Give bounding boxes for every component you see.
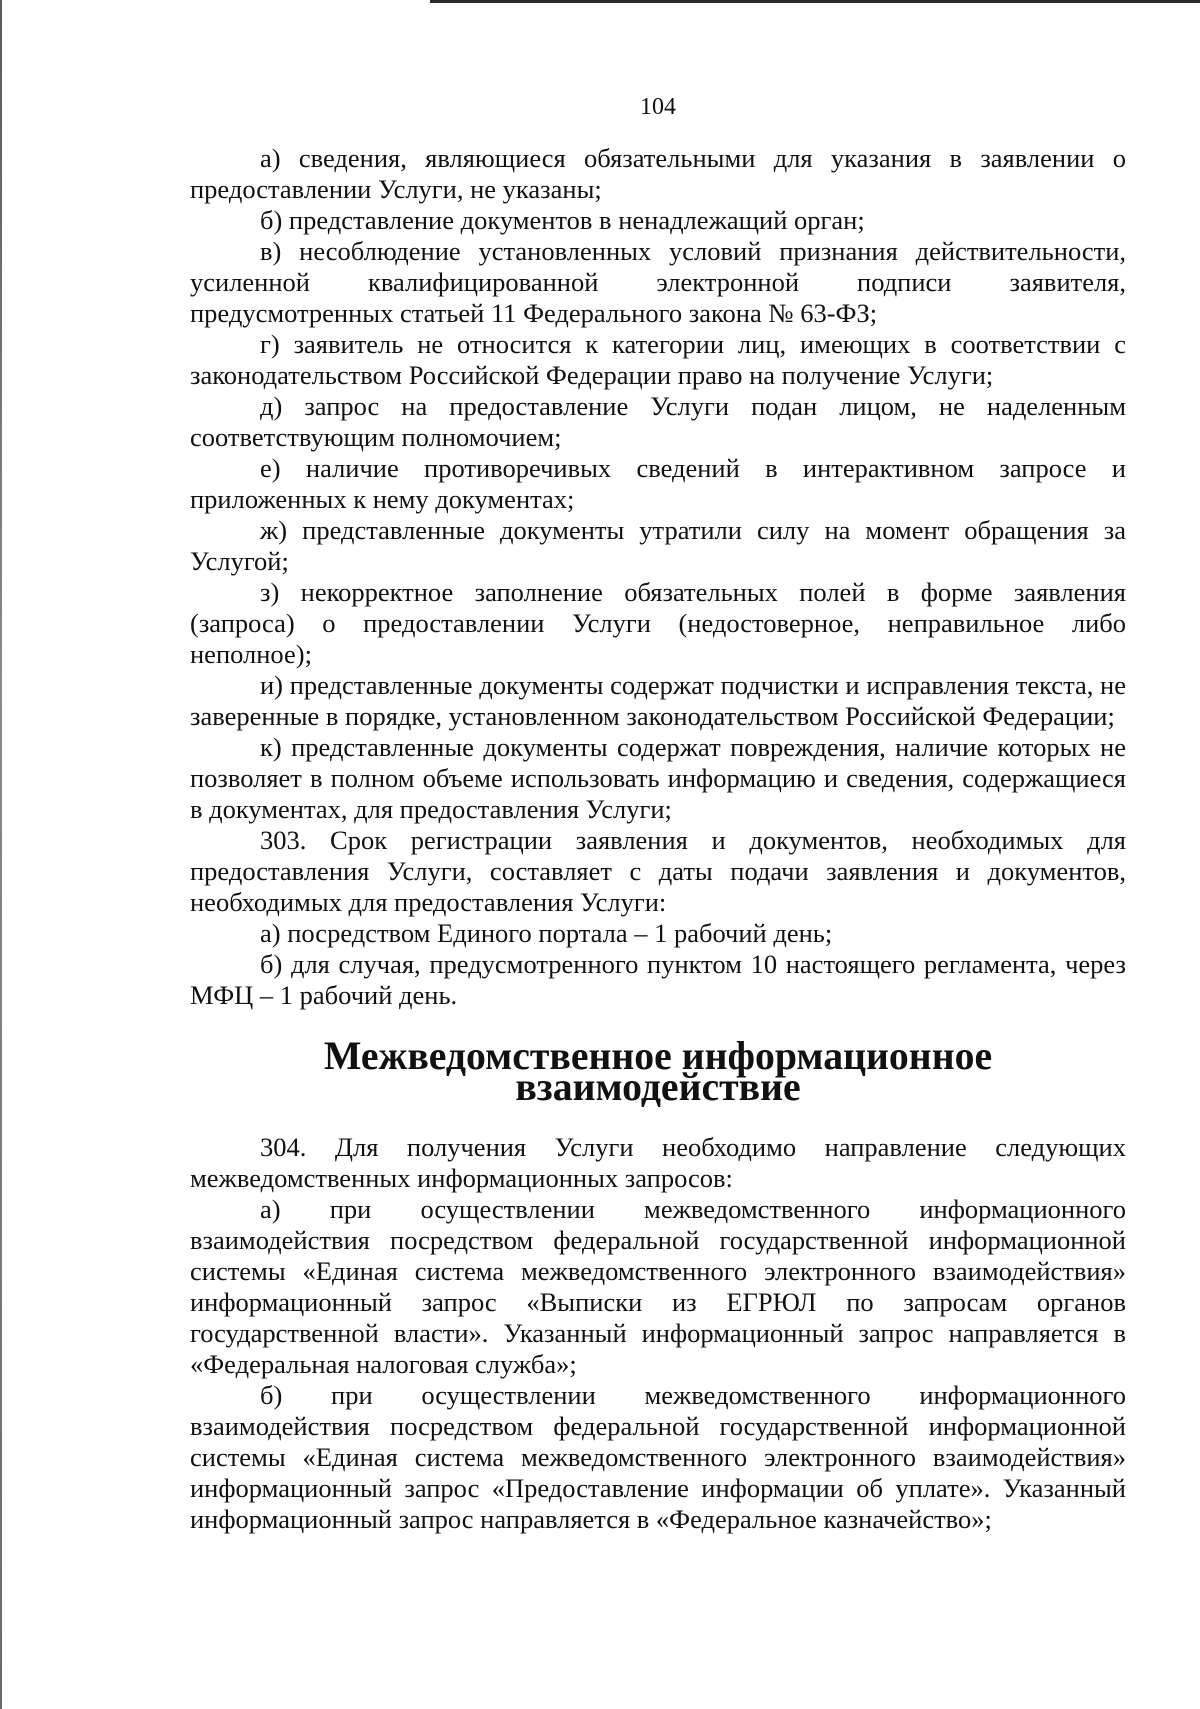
paragraph: г) заявитель не относится к категории лиц, имеющих в соответствии с законодательством Российской Федерации право на получение Услуги;	[190, 329, 1126, 390]
paragraph: и) представленные документы содержат подчистки и исправления текста, не заверенные в порядке, установленном законодательством Российской Федерации;	[190, 670, 1126, 731]
paragraph: в) несоблюдение установленных условий признания действительности, усиленной квалифицированной электронной подписи заявителя, предусмотренных статьей 11 Федерального закона № 63-ФЗ;	[190, 236, 1126, 328]
paragraph: к) представленные документы содержат повреждения, наличие которых не позволяет в полном объеме использовать информацию и сведения, содержащиеся в документах, для предоставления Услуги;	[190, 732, 1126, 824]
scan-edge-left	[0, 0, 2, 1709]
paragraph: а) посредством Единого портала – 1 рабочий день;	[260, 918, 833, 948]
paragraph: б) представление документов в ненадлежащий орган;	[260, 205, 865, 235]
paragraph: е) наличие противоречивых сведений в интерактивном запросе и приложенных к нему документах;	[190, 453, 1126, 514]
paragraph: д) запрос на предоставление Услуги подан лицом, не наделенным соответствующим полномочием;	[190, 391, 1126, 452]
paragraph: 303. Срок регистрации заявления и документов, необходимых для предоставления Услуги, составляет с даты подачи заявления и документов, необходимых для предоставления Услуги:	[190, 825, 1126, 917]
paragraph: 304. Для получения Услуги необходимо направление следующих межведомственных информационных запросов:	[190, 1132, 1126, 1193]
paragraph: з) некорректное заполнение обязательных полей в форме заявления (запроса) о предоставлении Услуги (недостоверное, неправильное либо неполное);	[190, 577, 1126, 669]
paragraph: ж) представленные документы утратили силу на момент обращения за Услугой;	[190, 515, 1126, 576]
scan-edge-top	[430, 0, 1200, 3]
paragraph: а) сведения, являющиеся обязательными для указания в заявлении о предоставлении Услуги, не указаны;	[190, 143, 1126, 204]
paragraph: б) при осуществлении межведомственного информационного взаимодействия посредством федеральной государственной информационной системы «Единая система межведомственного электронного взаимодействия» информационный запрос «Предоставление информации об уплате». Указанный информационный запрос направляется в «Федеральное казначейство»;	[190, 1380, 1126, 1534]
document-page	[190, 92, 1126, 1535]
section-heading: Межведомственное информационное взаимодействие	[323, 1034, 993, 1109]
page-number: 104	[640, 94, 676, 120]
paragraph: б) для случая, предусмотренного пунктом 10 настоящего регламента, через МФЦ – 1 рабочий день.	[190, 949, 1126, 1010]
paragraph: а) при осуществлении межведомственного информационного взаимодействия посредством федеральной государственной информационной системы «Единая система межведомственного электронного взаимодействия» информационный запрос «Выписки из ЕГРЮЛ по запросам органов государственной власти». Указанный информационный запрос направляется в «Федеральная налоговая служба»;	[190, 1194, 1126, 1379]
